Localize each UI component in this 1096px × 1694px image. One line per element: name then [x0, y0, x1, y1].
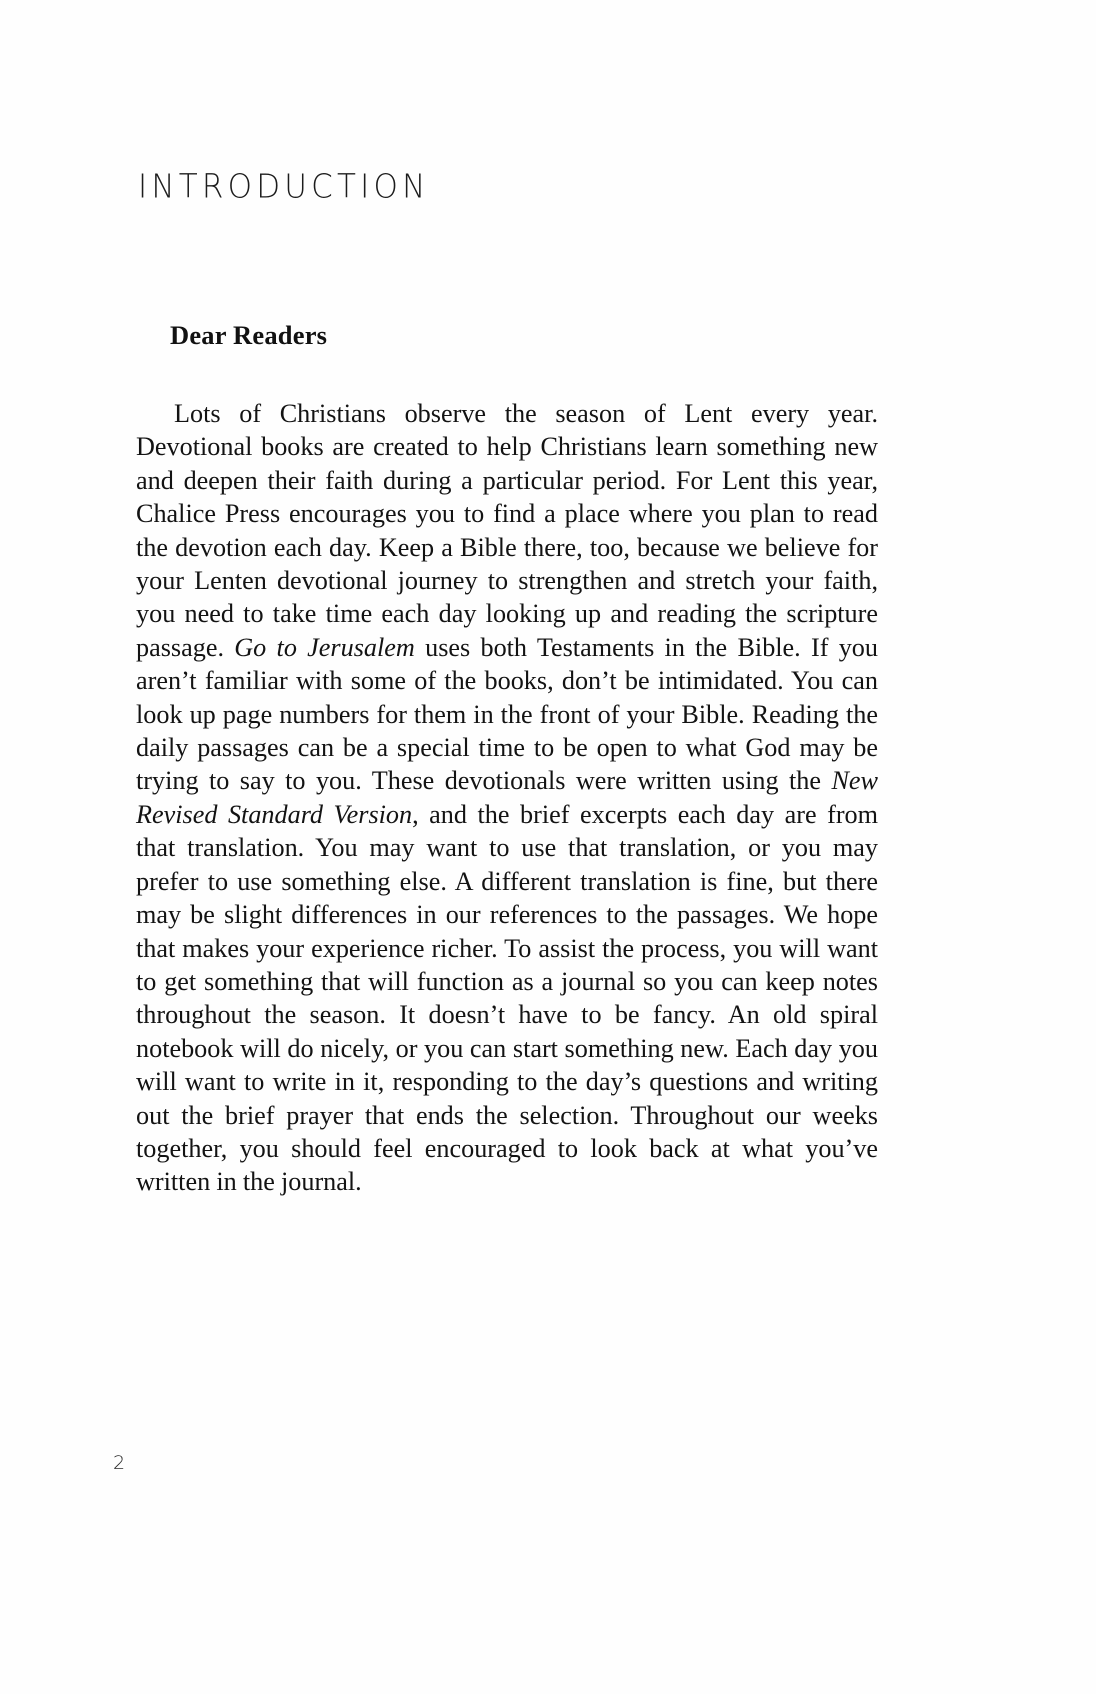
page-number: 2 — [113, 1452, 126, 1474]
body-paragraph — [136, 397, 878, 1199]
text-column — [136, 320, 878, 1199]
book-title-go-to-jerusalem: Go to Jerusalem — [234, 632, 415, 662]
page-title: INTRODUCTION — [138, 168, 430, 207]
bible-version-title: New Revised Standard Version — [136, 766, 878, 829]
paragraph-segment-3: , and the brief excerpts each day are from that translation. You may want to use that translation, or you may prefer to use something else. A different translation is fine, but there may be slight differences in our references to the passages. We hope that makes your experience richer. To assist the process, you will want to get something that will function as a journal so you can keep notes throughout the season. It doesn’t have to be fancy. An old spiral notebook will do nicely, or you can start something new. Each day you will want to write in it, responding to the day’s questions and writing out the brief prayer that ends the selection. Throughout our weeks together, you should feel encouraged to look back at what you’ve written in the journal. — [136, 799, 878, 1197]
paragraph-segment-2: uses both Testaments in the Bible. If you aren’t familiar with some of the books, don’t be intimidated. You can look up page numbers for them in the front of your Bible. Reading the daily passages can be a special time to be open to what God may be trying to say to you. These devotionals were written using the — [136, 632, 878, 796]
salutation-heading: Dear Readers — [170, 320, 328, 350]
paragraph-segment-1: Lots of Christians observe the season of Lent every year. Devotional books are created to help Christians learn something new and deepen their faith during a particular period. For Lent this year, Chalice Press encourages you to find a place where you plan to read the devotion each day. Keep a Bible there, too, because we believe for your Lenten devotional journey to strengthen and stretch your faith, you need to take time each day looking up and reading the scripture passage. — [136, 399, 878, 662]
